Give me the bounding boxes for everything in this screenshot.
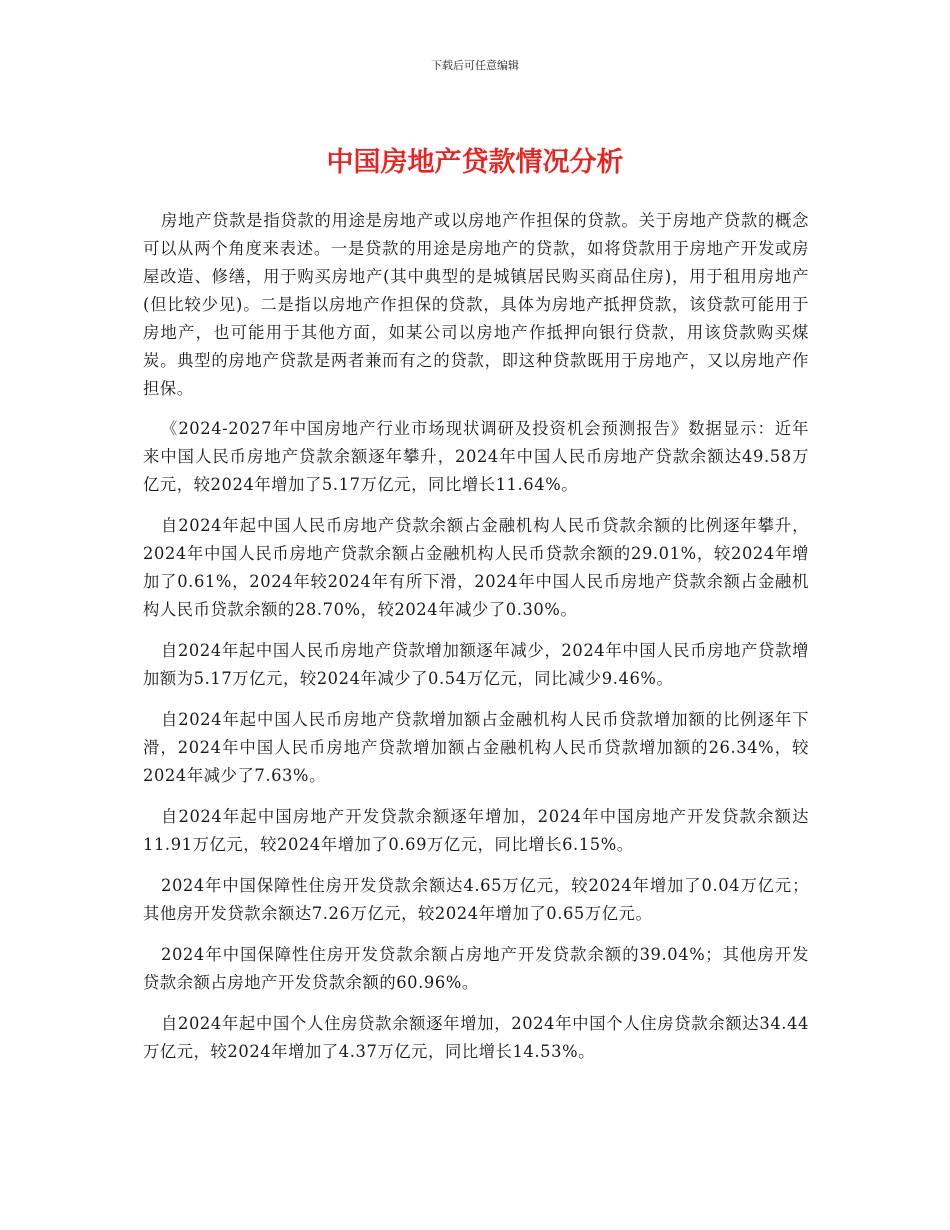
header-note: 下载后可任意编辑 xyxy=(431,59,519,72)
paragraph-increase-share: 自2024年起中国人民币房地产贷款增加额占金融机构人民币贷款增加额的比例逐年下滑，2024年中国人民币房地产贷款增加额占金融机构人民币贷款增加额的26.34%，较2024年减少了7.63%。 xyxy=(143,710,809,785)
document-title: 中国房地产贷款情况分析 xyxy=(326,147,624,178)
paragraph-affordable-housing: 2024年中国保障性住房开发贷款余额达4.65万亿元，较2024年增加了0.04万亿元；其他房开发贷款余额达7.26万亿元，较2024年增加了0.65万亿元。 xyxy=(143,876,809,923)
paragraph-definition: 房地产贷款是指贷款的用途是房地产或以房地产作担保的贷款。关于房地产贷款的概念可以从两个角度来表述。一是贷款的用途是房地产的贷款，如将贷款用于房地产开发或房屋改造、修缮，用于购买房地产(其中典型的是城镇居民购买商品住房)，用于租用房地产(但比较少见)。二是指以房地产作担保的贷款，具体为房地产抵押贷款，该贷款可能用于房地产，也可能用于其他方面，如某公司以房地产作抵押向银行贷款，用该贷款购买煤炭。典型的房地产贷款是两者兼而有之的贷款，即这种贷款既用于房地产，又以房地产作担保。 xyxy=(143,211,809,398)
paragraph-loan-balance: 《2024-2027年中国房地产行业市场现状调研及投资机会预测报告》数据显示：近年来中国人民币房地产贷款余额逐年攀升，2024年中国人民币房地产贷款余额达49.58万亿元，较2024年增加了5.17万亿元，同比增长11.64%。 xyxy=(143,419,809,494)
paragraph-personal-housing: 自2024年起中国个人住房贷款余额逐年增加，2024年中国个人住房贷款余额达34.44万亿元，较2024年增加了4.37万亿元，同比增长14.53%。 xyxy=(143,1014,809,1061)
paragraph-development-share: 2024年中国保障性住房开发贷款余额占房地产开发贷款余额的39.04%；其他房开发贷款余额占房地产开发贷款余额的60.96%。 xyxy=(143,945,809,992)
paragraph-loan-share: 自2024年起中国人民币房地产贷款余额占金融机构人民币贷款余额的比例逐年攀升，2024年中国人民币房地产贷款余额占金融机构人民币贷款余额的29.01%，较2024年增加了0.61%，2024年较2024年有所下滑，2024年中国人民币房地产贷款余额占金融机构人民币贷款余额的28.70%，较2024年减少了0.30%。 xyxy=(143,516,809,619)
paragraph-loan-increase: 自2024年起中国人民币房地产贷款增加额逐年减少，2024年中国人民币房地产贷款增加额为5.17万亿元，较2024年减少了0.54万亿元，同比减少9.46%。 xyxy=(143,641,809,688)
paragraph-development-loans: 自2024年起中国房地产开发贷款余额逐年增加，2024年中国房地产开发贷款余额达11.91万亿元，较2024年增加了0.69万亿元，同比增长6.15%。 xyxy=(143,807,809,854)
document-body xyxy=(143,207,809,1079)
